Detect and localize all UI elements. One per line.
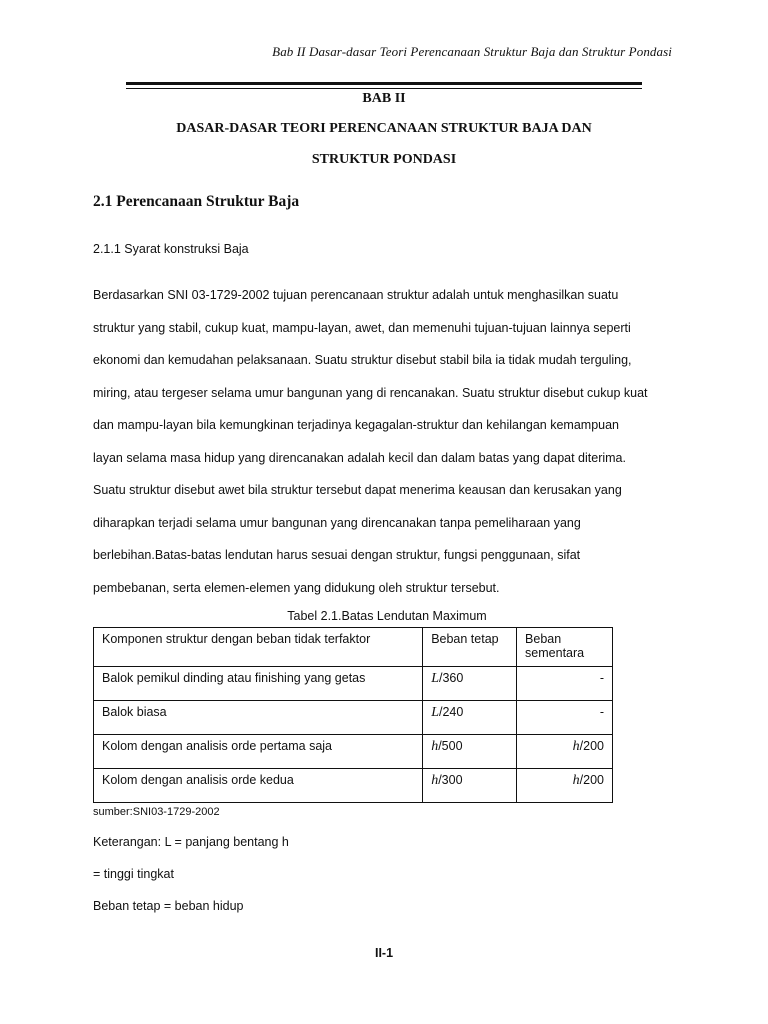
chapter-number: BAB II [362,91,406,106]
cell-beban-tetap [423,735,517,769]
value: - [599,671,604,685]
table-row [94,769,613,803]
cell-beban-sementara [517,769,613,803]
note-line: Keterangan: L = panjang bentang h [93,835,289,849]
table-caption: Tabel 2.1.Batas Lendutan Maximum [287,609,487,623]
paragraph-line: ekonomi dan kemudahan pelaksanaan. Suatu struktur disebut stabil bila ia tidak mudah terguling, [93,353,632,367]
symbol: L [431,705,439,720]
symbol: h [572,739,580,754]
value: - [599,705,604,719]
paragraph-line: miring, atau tergeser selama umur bangunan yang di rencanakan. Suatu struktur disebut cukup kuat [93,385,648,400]
header-beban-tetap: Beban tetap [423,628,517,667]
header-rule-thin [126,88,642,89]
cell-component: Balok biasa [94,701,423,735]
table-source: sumber:SNI03-1729-2002 [93,806,220,818]
paragraph-line: layan selama masa hidup yang direncanakan adalah kecil dan dalam batas yang dapat diterima. [93,450,626,465]
paragraph-line: struktur yang stabil, cukup kuat, mampu-layan, awet, dan memenuhi tujuan-tujuan lainnya seperti [93,320,631,335]
value: /300 [438,773,463,787]
cell-component: Kolom dengan analisis orde kedua [94,769,423,803]
paragraph-line: Berdasarkan SNI 03-1729-2002 tujuan perencanaan struktur adalah untuk menghasilkan suatu [93,288,619,302]
table-row [94,701,613,735]
section-title: 2.1 Perencanaan Struktur Baja [93,193,300,210]
value: /360 [438,671,464,685]
cell-component: Kolom dengan analisis orde pertama saja [94,735,423,769]
paragraph-line: pembebanan, serta elemen-elemen yang didukung oleh struktur tersebut. [93,580,500,595]
subsection-title: 2.1.1 Syarat konstruksi Baja [93,242,249,256]
header-beban-sementara: Beban sementara [517,628,613,667]
cell-beban-tetap [423,701,517,735]
cell-beban-tetap [423,769,517,803]
header-rule-thick [126,82,642,85]
running-header: Bab II Dasar-dasar Teori Perencanaan Struktur Baja dan Struktur Pondasi [272,44,672,59]
body-paragraph [93,285,683,610]
paragraph-line: dan mampu-layan bila kemungkinan terjadinya kegagalan-struktur dan kehilangan kemampuan [93,418,620,432]
note-line: = tinggi tingkat [93,867,174,881]
cell-beban-tetap [423,667,517,701]
page-number: II-1 [374,946,394,960]
value: /200 [579,773,604,787]
table-header-row [94,628,613,667]
paragraph-line: Suatu struktur disebut awet bila struktur tersebut dapat menerima keausan dan kerusakan yang [93,483,622,497]
deflection-limits-table [93,627,613,803]
cell-beban-sementara [517,701,613,735]
cell-component: Balok pemikul dinding atau finishing yang getas [94,667,423,701]
chapter-title-line1: DASAR-DASAR TEORI PERENCANAAN STRUKTUR BAJA DAN [176,121,592,136]
value: /500 [438,739,463,753]
symbol: L [431,671,439,686]
value: /200 [579,739,604,753]
cell-beban-sementara [517,735,613,769]
paragraph-line: berlebihan.Batas-batas lendutan harus sesuai dengan struktur, fungsi penggunaan, sifat [93,548,581,562]
table-row [94,735,613,769]
paragraph-line: diharapkan terjadi selama umur bangunan yang direncanakan tanpa pemeliharaan yang [93,515,581,530]
value: /240 [438,705,464,719]
header-component: Komponen struktur dengan beban tidak terfaktor [94,628,423,667]
table-row [94,667,613,701]
note-line: Beban tetap = beban hidup [93,899,244,913]
chapter-title-line2: STRUKTUR PONDASI [311,152,457,167]
symbol: h [431,773,439,788]
symbol: h [431,739,439,754]
symbol: h [572,773,580,788]
cell-beban-sementara [517,667,613,701]
